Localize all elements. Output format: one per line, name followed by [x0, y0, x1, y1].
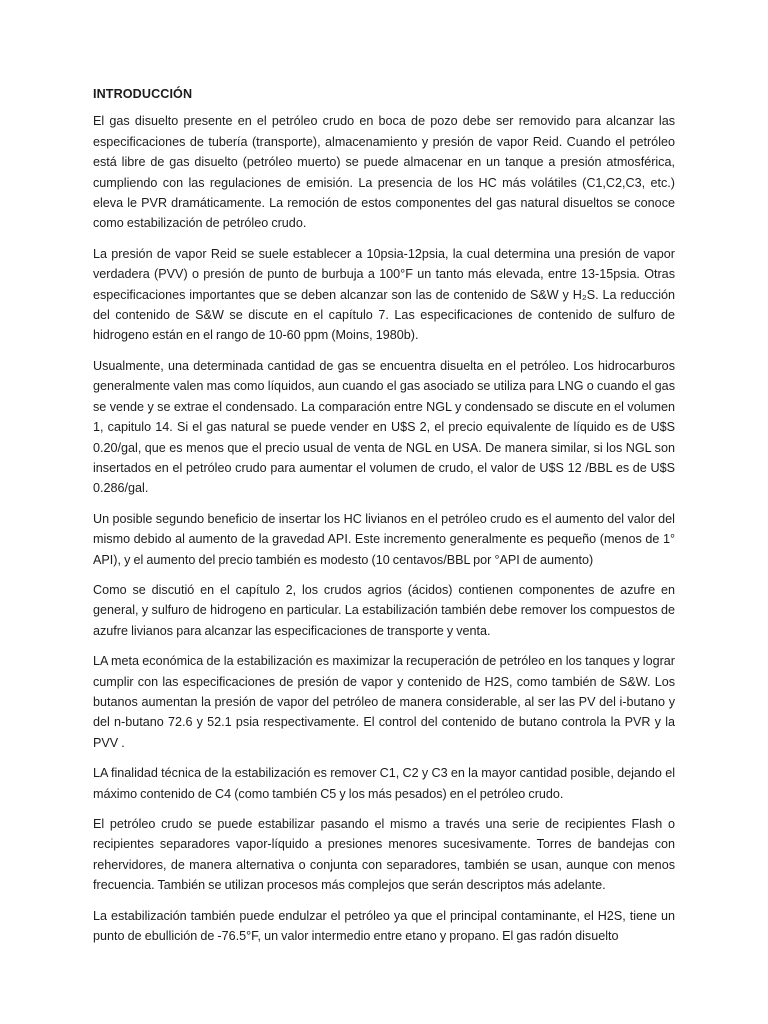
section-heading: INTRODUCCIÓN [93, 87, 193, 101]
paragraph: Como se discutió en el capítulo 2, los crudos agrios (ácidos) contienen componentes de azufre en general, y sulfuro de hidrogeno en particular. La estabilización también debe remover los compuestos de azufre livianos para alcanzar las especificaciones de transporte y venta. [93, 582, 675, 638]
paragraph: LA meta económica de la estabilización es maximizar la recuperación de petróleo en los tanques y lograr cumplir con las especificaciones de presión de vapor y contenido de H2S, como también de S&W. Los butanos aumentan la presión de vapor del petróleo de manera considerable, al ser las PV del i-butano y del n-butano 72.6 y 52.1 psia respectivamente. El control del contenido de butano controla la PVR y la PVV . [93, 654, 675, 750]
paragraph: El gas disuelto presente en el petróleo crudo en boca de pozo debe ser removido para alcanzar las especificaciones de tubería (transporte), almacenamiento y presión de vapor Reid. Cuando el petróleo está libre de gas disuelto (petróleo muerto) se puede almacenar en un tanque a presión atmosférica, cumpliendo con las regulaciones de emisión. La presencia de los HC más volátiles (C1,C2,C3, etc.) eleva le PVR dramáticamente. La remoción de estos componentes del gas natural disueltos se conoce como estabilización de petróleo crudo. [93, 114, 675, 231]
document-body [93, 84, 675, 946]
paragraph: LA finalidad técnica de la estabilización es remover C1, C2 y C3 en la mayor cantidad posible, dejando el máximo contenido de C4 (como también C5 y los más pesados) en el petróleo crudo. [93, 766, 675, 801]
paragraph: El petróleo crudo se puede estabilizar pasando el mismo a través una serie de recipientes Flash o recipientes separadores vapor-líquido a presiones menores sucesivamente. Torres de bandejas con rehervidores, de manera alternativa o conjunta con separadores, también se usan, aunque con menos frecuencia. También se utilizan procesos más complejos que serán descriptos más adelante. [93, 817, 675, 893]
paragraph-truncated: La estabilización también puede endulzar el petróleo ya que el principal contaminante, el H2S, tiene un punto de ebullición de -76.5°F, un valor intermedio entre etano y propano. El gas radón disuelto [93, 908, 675, 944]
paragraph: Un posible segundo beneficio de insertar los HC livianos en el petróleo crudo es el aumento del valor del mismo debido al aumento de la gravedad API. Este incremento generalmente es pequeño (menos de 1° API), y el aumento del precio también es modesto (10 centavos/BBL por °API de aumento) [93, 511, 675, 567]
paragraph: Usualmente, una determinada cantidad de gas se encuentra disuelta en el petróleo. Los hidrocarburos generalmente valen mas como líquidos, aun cuando el gas asociado se utiliza para LNG o cuando el gas se vende y se extrae el condensado. La comparación entre NGL y condensado se discute en el volumen 1, capitulo 14. Si el gas natural se puede vender en U$S 2, el precio equivalente de líquido es de U$S 0.20/gal, que es menos que el precio usual de venta de NGL en USA. De manera similar, si los NGL son insertados en el petróleo crudo para aumentar el volumen de crudo, el valor de U$S 12 /BBL es de U$S 0.286/gal. [93, 358, 675, 496]
paragraph: La presión de vapor Reid se suele establecer a 10psia-12psia, la cual determina una presión de vapor verdadera (PVV) o presión de punto de burbuja a 100°F un tanto más elevada, entre 13-15psia. Otras especificaciones importantes que se deben alcanzar son las de contenido de S&W y H₂S. La reducción del contenido de S&W se discute en el capítulo 7. Las especificaciones de contenido de sulfuro de hidrogeno están en el rango de 10-60 ppm (Moins, 1980b). [93, 246, 675, 343]
